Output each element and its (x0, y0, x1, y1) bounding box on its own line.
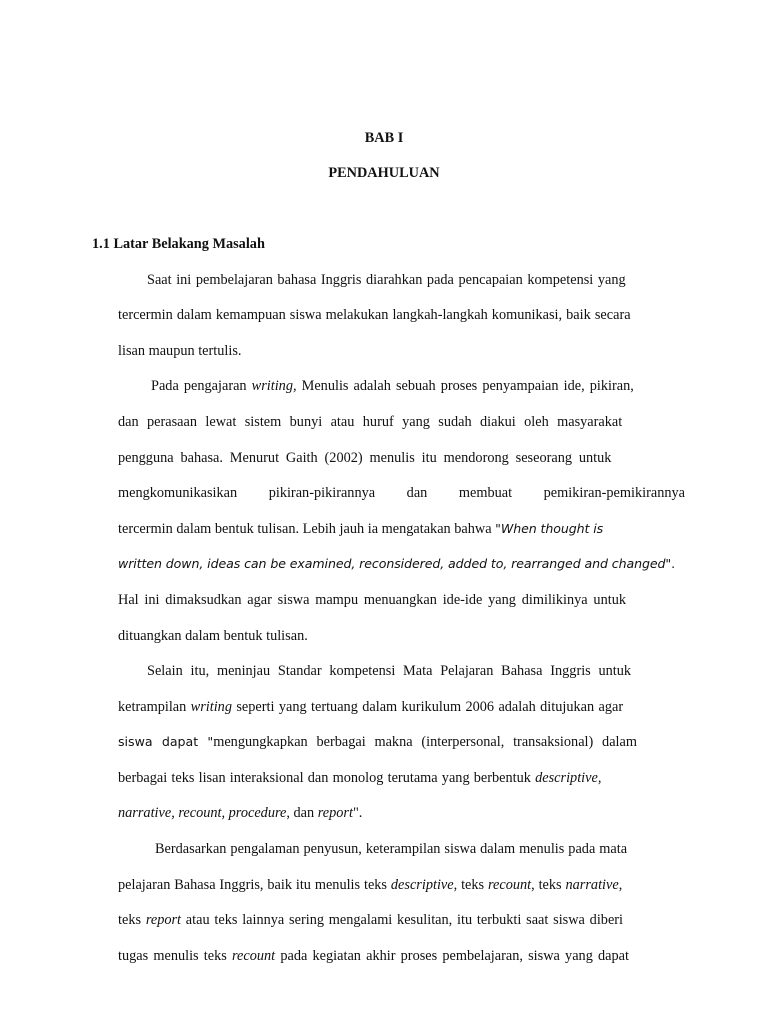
chapter-number: BAB I (364, 130, 404, 146)
paragraph-4-line-1: Berdasarkan pengalaman penyusun, keterampilan siswa dalam menulis pada mata (155, 841, 628, 857)
paragraph-2-line-7: Hal ini dimaksudkan agar siswa mampu menuangkan ide-ide yang dimilikinya untuk (118, 592, 626, 608)
paragraph-3-line-5: narrative, recount, procedure, dan report". (118, 805, 363, 821)
paragraph-2-line-5: tercermin dalam bentuk tulisan. Lebih jauh ia mengatakan bahwa "When thought is (118, 521, 604, 537)
paragraph-2-line-1: Pada pengajaran writing, Menulis adalah sebuah proses penyampaian ide, pikiran, (151, 378, 634, 394)
section-heading: 1.1 Latar Belakang Masalah (92, 236, 265, 252)
paragraph-1-line-2: tercermin dalam kemampuan siswa melakukan langkah-langkah komunikasi, baik secara (118, 307, 631, 323)
paragraph-1-line-3: lisan maupun tertulis. (118, 343, 242, 359)
paragraph-3-line-2: ketrampilan writing seperti yang tertuang dalam kurikulum 2006 adalah ditujukan agar (118, 699, 624, 715)
paragraph-3-line-1: Selain itu, meninjau Standar kompetensi Mata Pelajaran Bahasa Inggris untuk (147, 663, 632, 679)
paragraph-2-line-4: mengkomunikasikan pikiran-pikirannya dan membuat pemikiran-pemikirannya (118, 485, 685, 501)
paragraph-2-line-6: written down, ideas can be examined, reconsidered, added to, rearranged and changed". (118, 556, 676, 571)
paragraph-2-line-2: dan perasaan lewat sistem bunyi atau huruf yang sudah diakui oleh masyarakat (118, 414, 623, 430)
paragraph-2-line-3: pengguna bahasa. Menurut Gaith (2002) menulis itu mendorong seseorang untuk (118, 450, 612, 466)
paragraph-4-line-4: tugas menulis teks recount pada kegiatan akhir proses pembelajaran, siswa yang dapat (118, 948, 629, 964)
paragraph-4-line-3: teks report atau teks lainnya sering mengalami kesulitan, itu terbukti saat siswa diberi (118, 912, 624, 928)
paragraph-2-line-8: dituangkan dalam bentuk tulisan. (118, 628, 308, 644)
paragraph-3-line-4: berbagai teks lisan interaksional dan monolog terutama yang berbentuk descriptive, (118, 770, 602, 786)
paragraph-4-line-2: pelajaran Bahasa Inggris, baik itu menulis teks descriptive, teks recount, teks narrative, (118, 877, 623, 893)
paragraph-3-line-3: siswa dapat "mengungkapkan berbagai makna (interpersonal, transaksional) dalam (118, 734, 637, 750)
paragraph-1-line-1: Saat ini pembelajaran bahasa Inggris diarahkan pada pencapaian kompetensi yang (147, 272, 626, 288)
chapter-title: PENDAHULUAN (328, 165, 440, 181)
